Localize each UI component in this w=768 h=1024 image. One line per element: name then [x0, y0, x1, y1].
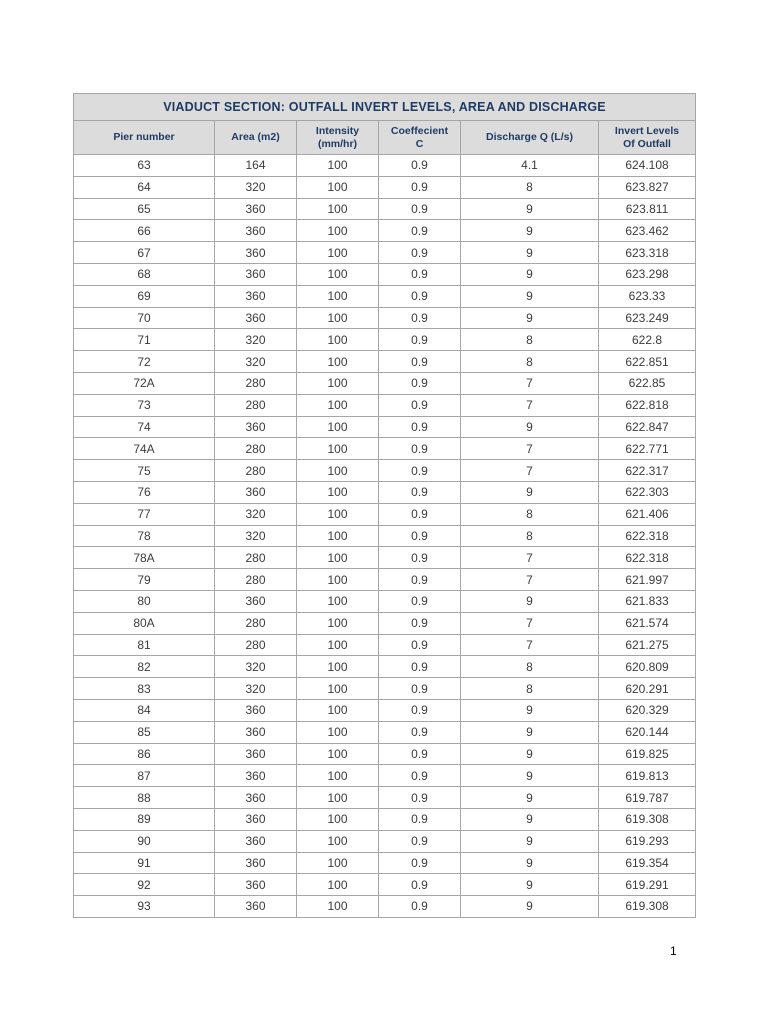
- cell-pier-number: 69: [74, 285, 215, 307]
- cell-invert-level: 622.8: [599, 329, 696, 351]
- cell-intensity: 100: [297, 765, 379, 787]
- cell-discharge: 9: [461, 808, 599, 830]
- cell-discharge: 9: [461, 699, 599, 721]
- cell-discharge: 8: [461, 503, 599, 525]
- cell-intensity: 100: [297, 634, 379, 656]
- cell-pier-number: 79: [74, 569, 215, 591]
- cell-discharge: 9: [461, 285, 599, 307]
- cell-intensity: 100: [297, 307, 379, 329]
- cell-intensity: 100: [297, 787, 379, 809]
- cell-coefficient: 0.9: [379, 656, 461, 678]
- cell-invert-level: 622.847: [599, 416, 696, 438]
- table-header-row: [74, 121, 696, 155]
- cell-coefficient: 0.9: [379, 634, 461, 656]
- cell-intensity: 100: [297, 699, 379, 721]
- cell-area: 360: [215, 765, 297, 787]
- cell-coefficient: 0.9: [379, 481, 461, 503]
- cell-area: 360: [215, 590, 297, 612]
- cell-intensity: 100: [297, 547, 379, 569]
- cell-invert-level: 619.291: [599, 874, 696, 896]
- cell-invert-level: 623.249: [599, 307, 696, 329]
- cell-discharge: 9: [461, 242, 599, 264]
- cell-invert-level: 622.851: [599, 351, 696, 373]
- cell-intensity: 100: [297, 721, 379, 743]
- cell-pier-number: 77: [74, 503, 215, 525]
- cell-intensity: 100: [297, 808, 379, 830]
- cell-intensity: 100: [297, 460, 379, 482]
- cell-invert-level: 622.303: [599, 481, 696, 503]
- table-row: [74, 830, 696, 852]
- cell-area: 360: [215, 787, 297, 809]
- cell-invert-level: 622.318: [599, 525, 696, 547]
- table-row: [74, 634, 696, 656]
- cell-pier-number: 76: [74, 481, 215, 503]
- cell-intensity: 100: [297, 329, 379, 351]
- cell-area: 320: [215, 351, 297, 373]
- header-coefficient: [379, 121, 461, 155]
- cell-invert-level: 621.406: [599, 503, 696, 525]
- cell-discharge: 9: [461, 874, 599, 896]
- cell-intensity: 100: [297, 612, 379, 634]
- cell-intensity: 100: [297, 220, 379, 242]
- cell-pier-number: 87: [74, 765, 215, 787]
- cell-pier-number: 93: [74, 896, 215, 918]
- cell-coefficient: 0.9: [379, 765, 461, 787]
- cell-pier-number: 74A: [74, 438, 215, 460]
- cell-area: 360: [215, 242, 297, 264]
- cell-coefficient: 0.9: [379, 394, 461, 416]
- cell-pier-number: 82: [74, 656, 215, 678]
- cell-pier-number: 91: [74, 852, 215, 874]
- cell-intensity: 100: [297, 481, 379, 503]
- cell-invert-level: 619.825: [599, 743, 696, 765]
- cell-invert-level: 619.308: [599, 896, 696, 918]
- cell-intensity: 100: [297, 743, 379, 765]
- cell-coefficient: 0.9: [379, 525, 461, 547]
- table-row: [74, 808, 696, 830]
- cell-invert-level: 620.329: [599, 699, 696, 721]
- cell-intensity: 100: [297, 874, 379, 896]
- cell-pier-number: 72A: [74, 372, 215, 394]
- cell-area: 360: [215, 830, 297, 852]
- cell-area: 360: [215, 874, 297, 896]
- cell-pier-number: 71: [74, 329, 215, 351]
- cell-coefficient: 0.9: [379, 416, 461, 438]
- cell-coefficient: 0.9: [379, 808, 461, 830]
- cell-coefficient: 0.9: [379, 198, 461, 220]
- cell-area: 320: [215, 525, 297, 547]
- cell-pier-number: 65: [74, 198, 215, 220]
- table-row: [74, 155, 696, 177]
- cell-intensity: 100: [297, 830, 379, 852]
- cell-coefficient: 0.9: [379, 896, 461, 918]
- header-label-line: (mm/hr): [317, 137, 358, 150]
- cell-intensity: 100: [297, 656, 379, 678]
- cell-discharge: 9: [461, 896, 599, 918]
- table-row: [74, 743, 696, 765]
- cell-discharge: 9: [461, 590, 599, 612]
- table-row: [74, 590, 696, 612]
- cell-pier-number: 68: [74, 263, 215, 285]
- cell-pier-number: 80A: [74, 612, 215, 634]
- table-row: [74, 569, 696, 591]
- cell-invert-level: 622.771: [599, 438, 696, 460]
- cell-invert-level: 621.574: [599, 612, 696, 634]
- cell-coefficient: 0.9: [379, 852, 461, 874]
- cell-coefficient: 0.9: [379, 220, 461, 242]
- cell-invert-level: 623.827: [599, 176, 696, 198]
- cell-intensity: 100: [297, 416, 379, 438]
- cell-intensity: 100: [297, 198, 379, 220]
- table-row: [74, 547, 696, 569]
- cell-invert-level: 623.33: [599, 285, 696, 307]
- cell-pier-number: 84: [74, 699, 215, 721]
- header-label-line: Invert Levels: [614, 124, 680, 137]
- discharge-table: [73, 93, 696, 918]
- cell-invert-level: 619.813: [599, 765, 696, 787]
- cell-intensity: 100: [297, 896, 379, 918]
- cell-pier-number: 88: [74, 787, 215, 809]
- cell-invert-level: 622.317: [599, 460, 696, 482]
- cell-intensity: 100: [297, 394, 379, 416]
- cell-pier-number: 83: [74, 678, 215, 700]
- cell-coefficient: 0.9: [379, 438, 461, 460]
- cell-coefficient: 0.9: [379, 547, 461, 569]
- cell-area: 360: [215, 852, 297, 874]
- table-row: [74, 503, 696, 525]
- cell-area: 360: [215, 896, 297, 918]
- cell-area: 280: [215, 460, 297, 482]
- header-label-line: C: [415, 137, 424, 150]
- cell-discharge: 7: [461, 460, 599, 482]
- table-row: [74, 874, 696, 896]
- cell-invert-level: 619.293: [599, 830, 696, 852]
- table-row: [74, 176, 696, 198]
- cell-discharge: 8: [461, 525, 599, 547]
- cell-area: 280: [215, 547, 297, 569]
- cell-intensity: 100: [297, 678, 379, 700]
- cell-area: 280: [215, 372, 297, 394]
- cell-pier-number: 86: [74, 743, 215, 765]
- table-row: [74, 460, 696, 482]
- cell-intensity: 100: [297, 590, 379, 612]
- cell-discharge: 8: [461, 176, 599, 198]
- cell-pier-number: 90: [74, 830, 215, 852]
- cell-intensity: 100: [297, 242, 379, 264]
- table-row: [74, 220, 696, 242]
- cell-coefficient: 0.9: [379, 743, 461, 765]
- cell-area: 280: [215, 569, 297, 591]
- table-title: VIADUCT SECTION: OUTFALL INVERT LEVELS, AREA AND DISCHARGE: [74, 94, 696, 121]
- table-row: [74, 416, 696, 438]
- cell-pier-number: 67: [74, 242, 215, 264]
- cell-intensity: 100: [297, 438, 379, 460]
- header-label-line: Pier number: [113, 131, 175, 143]
- cell-pier-number: 75: [74, 460, 215, 482]
- table-row: [74, 351, 696, 373]
- cell-invert-level: 619.787: [599, 787, 696, 809]
- cell-area: 280: [215, 394, 297, 416]
- cell-intensity: 100: [297, 176, 379, 198]
- cell-pier-number: 89: [74, 808, 215, 830]
- cell-area: 320: [215, 656, 297, 678]
- cell-area: 360: [215, 198, 297, 220]
- cell-area: 320: [215, 329, 297, 351]
- cell-discharge: 8: [461, 656, 599, 678]
- table-row: [74, 242, 696, 264]
- cell-discharge: 9: [461, 198, 599, 220]
- cell-invert-level: 623.298: [599, 263, 696, 285]
- cell-area: 320: [215, 678, 297, 700]
- cell-invert-level: 621.275: [599, 634, 696, 656]
- cell-invert-level: 622.818: [599, 394, 696, 416]
- cell-coefficient: 0.9: [379, 721, 461, 743]
- cell-pier-number: 78: [74, 525, 215, 547]
- cell-intensity: 100: [297, 503, 379, 525]
- cell-pier-number: 64: [74, 176, 215, 198]
- cell-coefficient: 0.9: [379, 351, 461, 373]
- cell-pier-number: 81: [74, 634, 215, 656]
- cell-invert-level: 621.833: [599, 590, 696, 612]
- cell-coefficient: 0.9: [379, 176, 461, 198]
- cell-discharge: 7: [461, 634, 599, 656]
- cell-invert-level: 620.809: [599, 656, 696, 678]
- cell-invert-level: 619.308: [599, 808, 696, 830]
- header-label-line: Coeffecient: [390, 124, 449, 137]
- table-row: [74, 285, 696, 307]
- cell-intensity: 100: [297, 263, 379, 285]
- cell-area: 360: [215, 808, 297, 830]
- header-invert-levels: [599, 121, 696, 155]
- cell-intensity: 100: [297, 852, 379, 874]
- cell-discharge: 9: [461, 743, 599, 765]
- table-row: [74, 372, 696, 394]
- cell-coefficient: 0.9: [379, 830, 461, 852]
- table-row: [74, 765, 696, 787]
- table-row: [74, 307, 696, 329]
- cell-discharge: 7: [461, 547, 599, 569]
- cell-discharge: 8: [461, 351, 599, 373]
- cell-invert-level: 619.354: [599, 852, 696, 874]
- cell-discharge: 7: [461, 612, 599, 634]
- cell-coefficient: 0.9: [379, 307, 461, 329]
- cell-area: 360: [215, 721, 297, 743]
- header-area: [215, 121, 297, 155]
- cell-intensity: 100: [297, 155, 379, 177]
- cell-area: 360: [215, 416, 297, 438]
- cell-area: 280: [215, 438, 297, 460]
- cell-pier-number: 73: [74, 394, 215, 416]
- cell-pier-number: 70: [74, 307, 215, 329]
- cell-invert-level: 623.318: [599, 242, 696, 264]
- cell-coefficient: 0.9: [379, 242, 461, 264]
- cell-area: 360: [215, 481, 297, 503]
- cell-invert-level: 622.318: [599, 547, 696, 569]
- table-title-row: [74, 94, 696, 121]
- table-row: [74, 656, 696, 678]
- table-body: [74, 155, 696, 918]
- cell-invert-level: 623.462: [599, 220, 696, 242]
- cell-intensity: 100: [297, 525, 379, 547]
- cell-discharge: 7: [461, 372, 599, 394]
- cell-discharge: 9: [461, 852, 599, 874]
- cell-coefficient: 0.9: [379, 329, 461, 351]
- header-label-line: Of Outfall: [623, 137, 671, 150]
- table-row: [74, 394, 696, 416]
- table-row: [74, 612, 696, 634]
- table-row: [74, 699, 696, 721]
- cell-coefficient: 0.9: [379, 155, 461, 177]
- cell-invert-level: 620.144: [599, 721, 696, 743]
- cell-area: 360: [215, 263, 297, 285]
- cell-discharge: 7: [461, 438, 599, 460]
- table-row: [74, 896, 696, 918]
- header-discharge: [461, 121, 599, 155]
- cell-invert-level: 621.997: [599, 569, 696, 591]
- cell-coefficient: 0.9: [379, 590, 461, 612]
- cell-discharge: 7: [461, 394, 599, 416]
- cell-pier-number: 78A: [74, 547, 215, 569]
- cell-discharge: 9: [461, 787, 599, 809]
- table-row: [74, 852, 696, 874]
- cell-coefficient: 0.9: [379, 285, 461, 307]
- cell-coefficient: 0.9: [379, 503, 461, 525]
- cell-pier-number: 85: [74, 721, 215, 743]
- cell-discharge: 9: [461, 721, 599, 743]
- table-row: [74, 721, 696, 743]
- page-number: 1: [670, 944, 677, 958]
- header-pier-number: [74, 121, 215, 155]
- cell-coefficient: 0.9: [379, 460, 461, 482]
- cell-pier-number: 72: [74, 351, 215, 373]
- header-label-line: Area (m2): [231, 131, 280, 143]
- cell-coefficient: 0.9: [379, 263, 461, 285]
- cell-invert-level: 622.85: [599, 372, 696, 394]
- table-row: [74, 525, 696, 547]
- cell-pier-number: 80: [74, 590, 215, 612]
- header-label-line: Discharge Q (L/s): [486, 131, 573, 143]
- cell-intensity: 100: [297, 569, 379, 591]
- cell-invert-level: 620.291: [599, 678, 696, 700]
- cell-discharge: 8: [461, 329, 599, 351]
- cell-coefficient: 0.9: [379, 699, 461, 721]
- cell-area: 360: [215, 699, 297, 721]
- cell-discharge: 9: [461, 416, 599, 438]
- cell-area: 280: [215, 612, 297, 634]
- cell-pier-number: 63: [74, 155, 215, 177]
- cell-discharge: 9: [461, 830, 599, 852]
- cell-coefficient: 0.9: [379, 787, 461, 809]
- cell-coefficient: 0.9: [379, 612, 461, 634]
- cell-intensity: 100: [297, 372, 379, 394]
- cell-discharge: 9: [461, 220, 599, 242]
- header-label-line: Intensity: [315, 124, 360, 137]
- cell-discharge: 4.1: [461, 155, 599, 177]
- cell-discharge: 9: [461, 307, 599, 329]
- table-row: [74, 263, 696, 285]
- cell-area: 360: [215, 743, 297, 765]
- table-row: [74, 329, 696, 351]
- header-intensity: [297, 121, 379, 155]
- cell-area: 360: [215, 307, 297, 329]
- table-row: [74, 198, 696, 220]
- table-row: [74, 481, 696, 503]
- cell-invert-level: 623.811: [599, 198, 696, 220]
- cell-area: 280: [215, 634, 297, 656]
- table-row: [74, 787, 696, 809]
- cell-area: 320: [215, 503, 297, 525]
- cell-discharge: 9: [461, 481, 599, 503]
- cell-coefficient: 0.9: [379, 678, 461, 700]
- table-row: [74, 438, 696, 460]
- cell-area: 360: [215, 285, 297, 307]
- cell-pier-number: 74: [74, 416, 215, 438]
- cell-coefficient: 0.9: [379, 569, 461, 591]
- cell-discharge: 9: [461, 765, 599, 787]
- cell-coefficient: 0.9: [379, 372, 461, 394]
- table-row: [74, 678, 696, 700]
- cell-area: 360: [215, 220, 297, 242]
- cell-intensity: 100: [297, 351, 379, 373]
- cell-intensity: 100: [297, 285, 379, 307]
- cell-discharge: 8: [461, 678, 599, 700]
- cell-discharge: 7: [461, 569, 599, 591]
- cell-pier-number: 92: [74, 874, 215, 896]
- cell-discharge: 9: [461, 263, 599, 285]
- cell-area: 164: [215, 155, 297, 177]
- cell-invert-level: 624.108: [599, 155, 696, 177]
- cell-area: 320: [215, 176, 297, 198]
- cell-coefficient: 0.9: [379, 874, 461, 896]
- cell-pier-number: 66: [74, 220, 215, 242]
